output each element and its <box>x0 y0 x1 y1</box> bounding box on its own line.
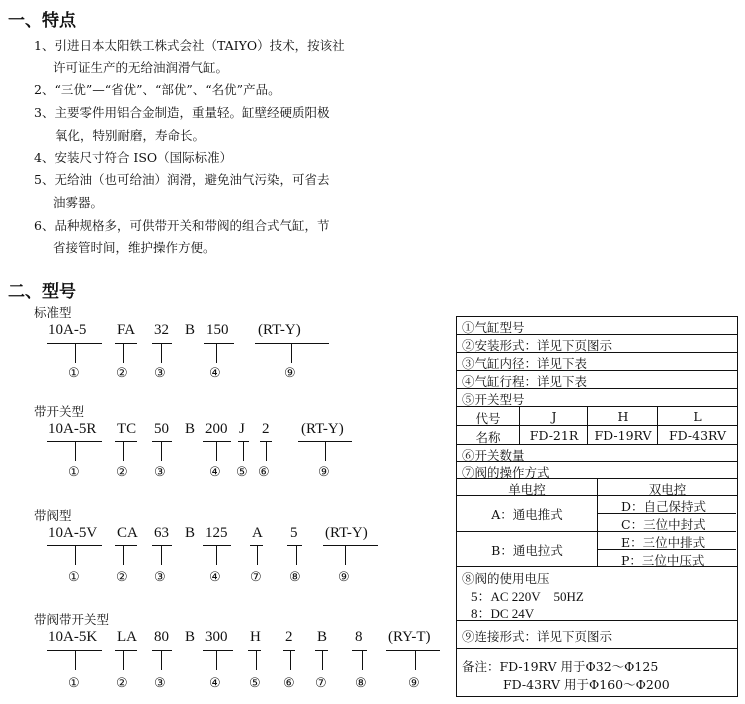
param-number: ⑧ <box>355 676 367 691</box>
param-number: ⑦ <box>315 676 327 691</box>
section-title-model: 二、型号 <box>8 282 76 302</box>
param-number: ① <box>68 676 80 691</box>
code-segment: 300 <box>205 629 228 645</box>
row-label: ③气缸内径：详见下表 <box>462 356 588 371</box>
model-group-label-valve: 带阀型 <box>34 508 72 523</box>
code-segment: B <box>317 629 328 645</box>
param-number: ⑥ <box>258 465 270 480</box>
feature-1-line-2: 许可证生产的无给油润滑气缸。 <box>53 60 229 75</box>
code-segment: 150 <box>206 322 229 338</box>
model-group-label-standard: 标准型 <box>34 305 72 320</box>
code-segment: 10A-5 <box>48 322 87 338</box>
param-number: ② <box>116 366 128 381</box>
param-number: ③ <box>154 465 166 480</box>
table-row <box>457 462 737 479</box>
param-number: ③ <box>154 570 166 585</box>
code-segment: 50 <box>154 421 169 437</box>
table-row <box>457 389 737 407</box>
table-row <box>457 335 737 353</box>
model-group-label-valve-switch: 带阀带开关型 <box>34 612 110 627</box>
code-segment: H <box>250 629 261 645</box>
param-number: ④ <box>209 465 221 480</box>
code-segment: B <box>185 421 196 437</box>
section-title-features: 一、特点 <box>8 11 76 31</box>
code-segment: 125 <box>205 525 228 541</box>
param-number: ⑤ <box>236 465 248 480</box>
code-segment: 200 <box>205 421 228 437</box>
feature-6-line-1: 6、品种规格多，可供带开关和带阀的组合式气缸，节 <box>34 218 330 233</box>
code-segment: (RT-Y) <box>301 421 344 437</box>
feature-4: 4、安装尺寸符合 ISO（国际标准） <box>34 150 233 165</box>
param-number: ⑨ <box>338 570 350 585</box>
voltage-option: 5：AC 220V 50HZ <box>471 589 584 604</box>
switch-code-row <box>457 407 737 426</box>
feature-1-line-1: 1、引进日本太阳铁工株式会社（TAIYO）技术，按该社 <box>34 38 345 53</box>
parameter-table <box>456 316 738 697</box>
feature-3-line-2: 氧化，特别耐磨，寿命长。 <box>55 128 206 143</box>
switch-cell: J <box>551 409 557 424</box>
param-number: ③ <box>154 366 166 381</box>
row-label: ⑥开关数量 <box>462 448 525 463</box>
row-label: ④气缸行程：详见下表 <box>462 374 588 389</box>
param-number: ④ <box>209 366 221 381</box>
param-number: ① <box>68 570 80 585</box>
code-segment: 5 <box>290 525 298 541</box>
switch-cell: FD-43RV <box>668 428 727 443</box>
param-number: ⑦ <box>250 570 262 585</box>
param-number: ② <box>116 570 128 585</box>
code-segment: 10A-5V <box>48 525 98 541</box>
model-group-label-switch: 带开关型 <box>34 404 85 419</box>
param-number: ⑧ <box>289 570 301 585</box>
switch-cell: L <box>693 409 702 424</box>
code-segment: CA <box>117 525 138 541</box>
voltage-option: 8：DC 24V <box>471 606 535 621</box>
note-text: 备注：FD-19RV 用于Φ32～Φ125 <box>462 659 659 674</box>
row-label: ⑧阀的使用电压 <box>462 571 550 586</box>
param-number: ② <box>116 676 128 691</box>
code-segment: (RT-Y) <box>258 322 301 338</box>
code-segment: B <box>185 525 196 541</box>
switch-cell: FD-21R <box>529 428 579 443</box>
row-label: ②安装形式：详见下页图示 <box>462 338 613 353</box>
code-segment: 10A-5K <box>48 629 98 645</box>
note-row <box>457 649 737 696</box>
code-segment: (RT-Y) <box>325 525 368 541</box>
feature-2: 2、“三优”—“省优”、“部优”、“名优”产品。 <box>34 82 281 97</box>
param-number: ⑨ <box>408 676 420 691</box>
code-segment: J <box>239 421 245 437</box>
param-number: ① <box>68 366 80 381</box>
code-segment: 8 <box>355 629 363 645</box>
switch-name-row <box>457 426 737 445</box>
feature-5-line-1: 5、无给油（也可给油）润滑，避免油气污染，可省去 <box>34 172 330 187</box>
switch-cell: FD-19RV <box>594 428 652 443</box>
code-segment: B <box>185 322 196 338</box>
valve-cell: C：三位中封式 <box>621 517 706 532</box>
valve-cell: 双电控 <box>648 482 687 497</box>
param-number: ④ <box>209 676 221 691</box>
param-number: ② <box>116 465 128 480</box>
code-segment: B <box>185 629 196 645</box>
row-label: ⑨连接形式：详见下页图示 <box>462 629 613 644</box>
voltage-row <box>457 567 737 621</box>
param-number: ① <box>68 465 80 480</box>
valve-cell: E：三位中排式 <box>621 535 706 550</box>
valve-cell: P：三位中压式 <box>621 553 705 568</box>
code-segment: 32 <box>154 322 169 338</box>
param-number: ③ <box>154 676 166 691</box>
feature-5-line-2: 油雾器。 <box>53 195 104 210</box>
switch-cell: 代号 <box>475 411 501 426</box>
code-segment: 10A-5R <box>48 421 97 437</box>
code-segment: FA <box>117 322 136 338</box>
switch-cell: 名称 <box>475 430 501 445</box>
code-segment: TC <box>117 421 137 437</box>
valve-cell: A：通电推式 <box>491 507 563 522</box>
valve-cell: D：自己保持式 <box>621 499 707 514</box>
code-segment: LA <box>117 629 137 645</box>
code-segment: 63 <box>154 525 169 541</box>
param-number: ⑤ <box>249 676 261 691</box>
note-text: FD-43RV 用于Φ160～Φ200 <box>503 677 670 692</box>
param-number: ⑨ <box>318 465 330 480</box>
code-segment: (RY-T) <box>388 629 431 645</box>
row-label: ⑦阀的操作方式 <box>462 465 550 480</box>
param-number: ④ <box>209 570 221 585</box>
valve-cell: 单电控 <box>508 482 546 497</box>
code-segment: 2 <box>262 421 270 437</box>
valve-header-row <box>457 479 737 496</box>
switch-cell: H <box>617 409 629 424</box>
row-label: ⑤开关型号 <box>462 392 525 407</box>
table-row <box>457 621 737 649</box>
table-row <box>457 317 737 335</box>
valve-options <box>457 496 737 567</box>
param-number: ⑥ <box>283 676 295 691</box>
feature-6-line-2: 省接管时间，维护操作方便。 <box>53 240 216 255</box>
code-segment: 80 <box>154 629 169 645</box>
code-segment: 2 <box>285 629 293 645</box>
param-number: ⑨ <box>284 366 296 381</box>
table-row <box>457 371 737 389</box>
row-label: ①气缸型号 <box>462 320 525 335</box>
valve-cell: B：通电拉式 <box>491 543 563 558</box>
feature-3-line-1: 3、主要零件用铝合金制造，重量轻。缸壁经硬质阳极 <box>34 105 330 120</box>
table-row <box>457 353 737 371</box>
table-row <box>457 445 737 462</box>
code-segment: A <box>252 525 263 541</box>
